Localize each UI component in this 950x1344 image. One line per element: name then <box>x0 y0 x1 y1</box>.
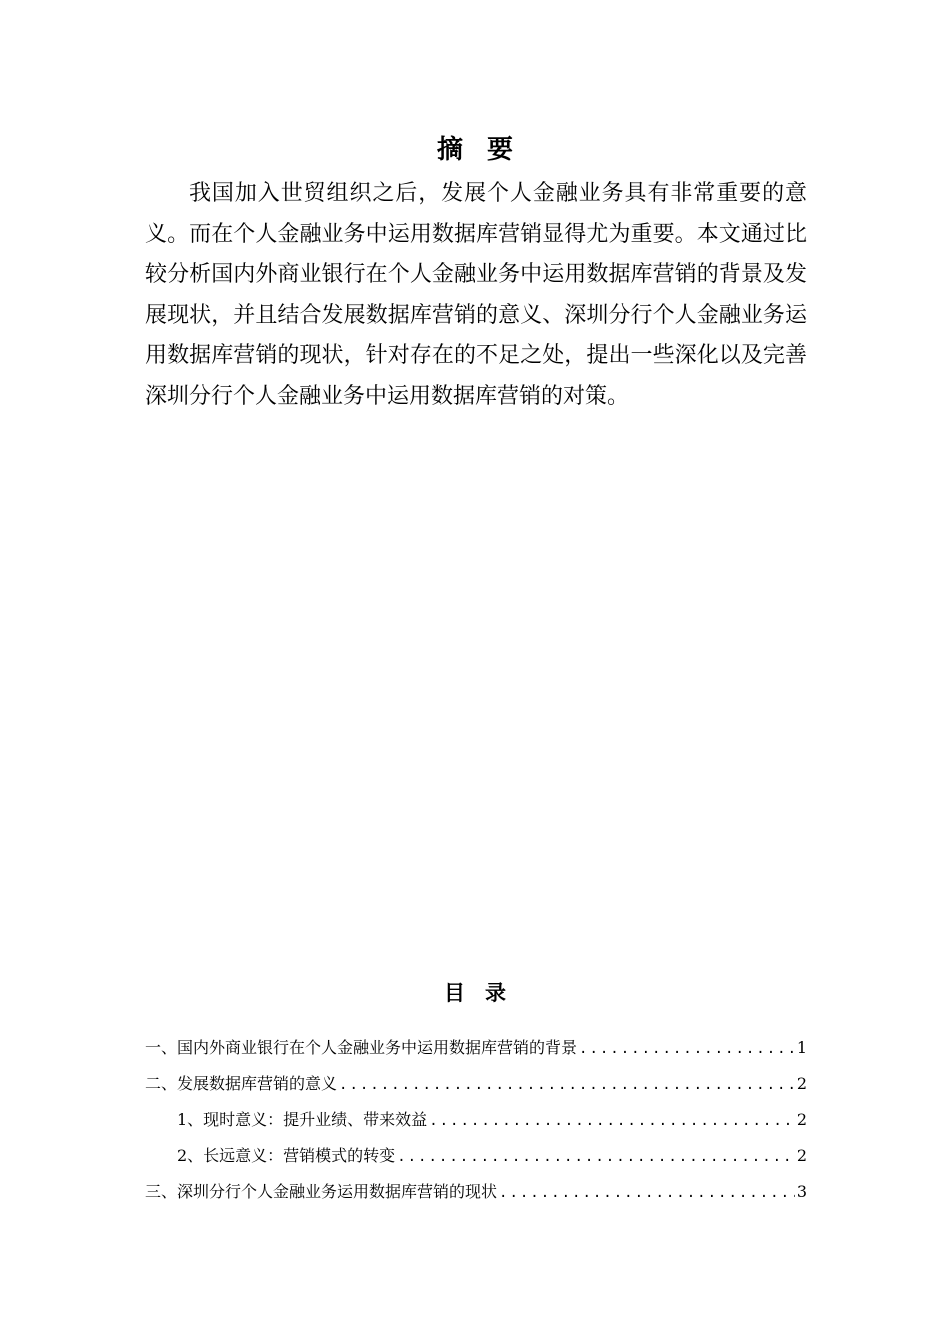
toc-entry-text: 1、现时意义：提升业绩、带来效益 <box>177 1110 428 1129</box>
toc-subentry[interactable] <box>145 1102 807 1138</box>
abstract-title: 摘要 <box>436 135 537 165</box>
toc-entry-page: 2 <box>796 1074 807 1093</box>
toc-leader-dots <box>499 1175 795 1211</box>
toc-entry-text: 三、深圳分行个人金融业务运用数据库营销的现状 <box>145 1182 498 1201</box>
toc-title: 目录 <box>444 980 526 1005</box>
toc-entry[interactable] <box>145 1030 807 1066</box>
toc-entry[interactable] <box>145 1066 807 1102</box>
toc-leader-dots <box>579 1031 795 1067</box>
toc-entry-page: 1 <box>796 1038 807 1057</box>
table-of-contents <box>145 1030 807 1210</box>
toc-entry-page: 2 <box>796 1146 807 1165</box>
toc-entry-text: 一、国内外商业银行在个人金融业务中运用数据库营销的背景 <box>145 1038 578 1057</box>
toc-leader-dots <box>397 1139 795 1175</box>
toc-leader-dots <box>339 1067 795 1103</box>
toc-entry-text: 二、发展数据库营销的意义 <box>145 1074 338 1093</box>
toc-entry-page: 3 <box>796 1182 807 1201</box>
toc-entry[interactable] <box>145 1174 807 1210</box>
abstract-body: 我国加入世贸组织之后，发展个人金融业务具有非常重要的意义。而在个人金融业务中运用数据库营销显得尤为重要。本文通过比较分析国内外商业银行在个人金融业务中运用数据库营销的背景及发展现状，并且结合发展数据库营销的意义、深圳分行个人金融业务运用数据库营销的现状，针对存在的不足之处，提出一些深化以及完善深圳分行个人金融业务中运用数据库营销的对策。 <box>145 181 807 409</box>
toc-entry-page: 2 <box>796 1110 807 1129</box>
toc-leader-dots <box>429 1103 795 1139</box>
toc-subentry[interactable] <box>145 1138 807 1174</box>
toc-entry-text: 2、长远意义：营销模式的转变 <box>177 1146 396 1165</box>
